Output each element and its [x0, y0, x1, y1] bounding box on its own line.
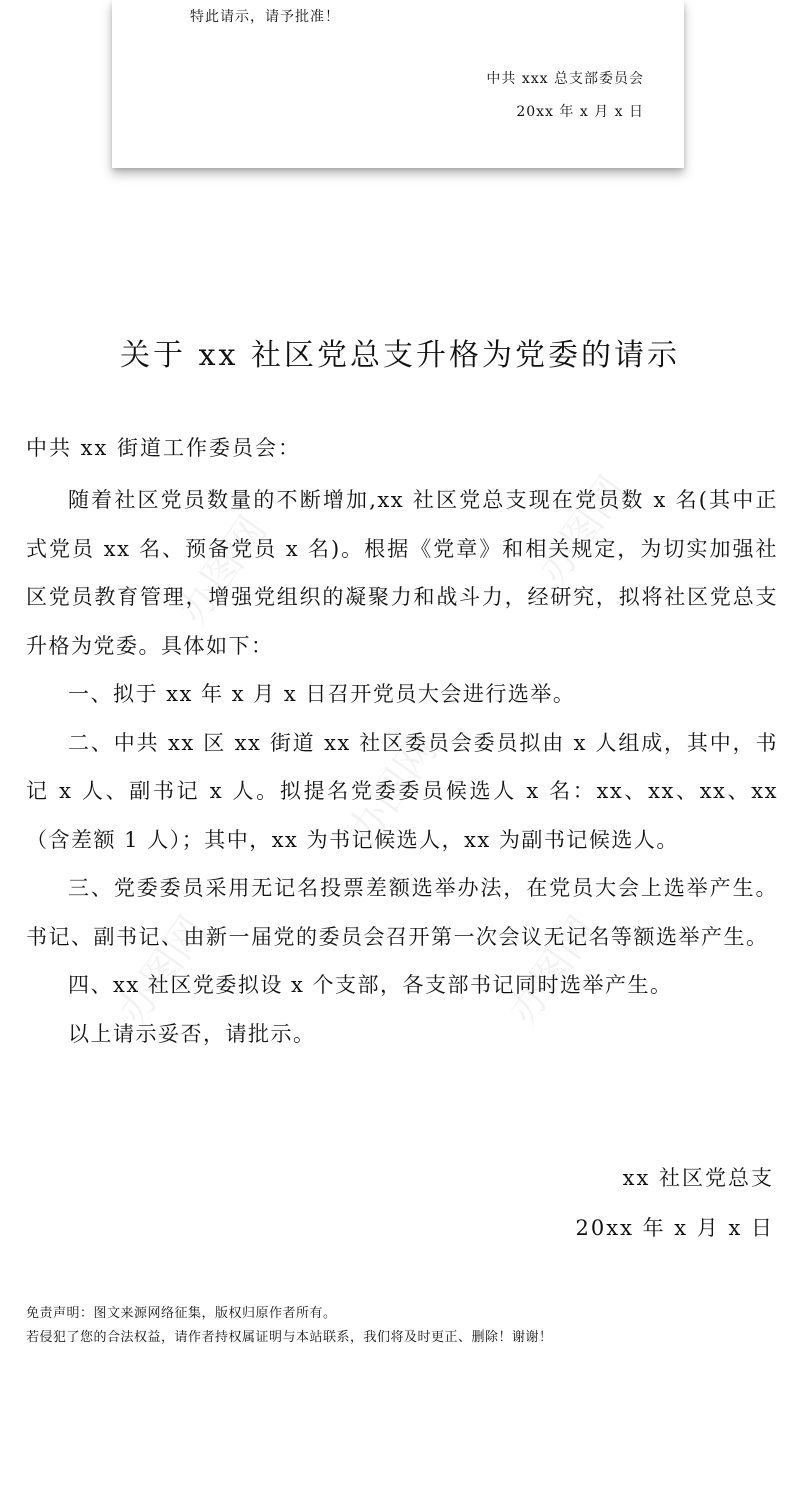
- previous-page-signature-org: 中共 xxx 总支部委员会: [486, 71, 644, 87]
- watermark: 办图网: [169, 508, 277, 633]
- addressee: 中共 xx 街道工作委员会：: [26, 436, 302, 460]
- body-paragraph: 三、党委委员采用无记名投票差额选举办法，在党员大会上选举产生。书记、副书记、由新一届党的委员会召开第一次会议无记名等额选举产生。: [26, 876, 778, 949]
- signature-date: 20xx 年 x 月 x 日: [575, 1216, 774, 1240]
- document-body: [26, 476, 778, 1058]
- signature-org: xx 社区党总支: [622, 1166, 774, 1190]
- disclaimer: [26, 1302, 553, 1350]
- body-paragraph: 随着社区党员数量的不断增加,xx 社区党总支现在党员数 x 名(其中正式党员 xx 名、预备党员 x 名)。根据《党章》和相关规定，为切实加强社区党员教育管理，增强党组织的凝聚力和战斗力，经研究，拟将社区党总支升格为党委。具体如下：: [26, 488, 778, 658]
- previous-page-card: [112, 0, 684, 168]
- watermark: 办图网: [499, 908, 607, 1033]
- watermark: 办图网: [339, 728, 447, 853]
- document-title: 关于 xx 社区党总支升格为党委的请示: [120, 338, 680, 373]
- watermark: 办图网: [109, 908, 217, 1033]
- previous-page-signature-date: 20xx 年 x 月 x 日: [516, 104, 644, 120]
- body-paragraph: 一、拟于 xx 年 x 月 x 日召开党员大会进行选举。: [68, 682, 576, 706]
- disclaimer-line: 免责声明：图文来源网络征集，版权归原作者所有。: [26, 1306, 337, 1321]
- body-paragraph: 四、xx 社区党委拟设 x 个支部，各支部书记同时选举产生。: [68, 973, 673, 997]
- body-paragraph: 以上请示妥否，请批示。: [68, 1021, 316, 1046]
- disclaimer-line: 若侵犯了您的合法权益，请作者持权属证明与本站联系，我们将及时更正、删除！谢谢！: [26, 1330, 553, 1345]
- previous-page-closing: 特此请示，请予批准！: [190, 9, 340, 25]
- watermark: 办图网: [529, 468, 637, 593]
- body-paragraph: 二、中共 xx 区 xx 街道 xx 社区委员会委员拟由 x 人组成，其中，书记 x 人、副书记 x 人。拟提名党委委员候选人 x 名：xx、xx、xx、xx（含差额 1 人）；其中，xx 为书记候选人，xx 为副书记候选人。: [26, 730, 778, 852]
